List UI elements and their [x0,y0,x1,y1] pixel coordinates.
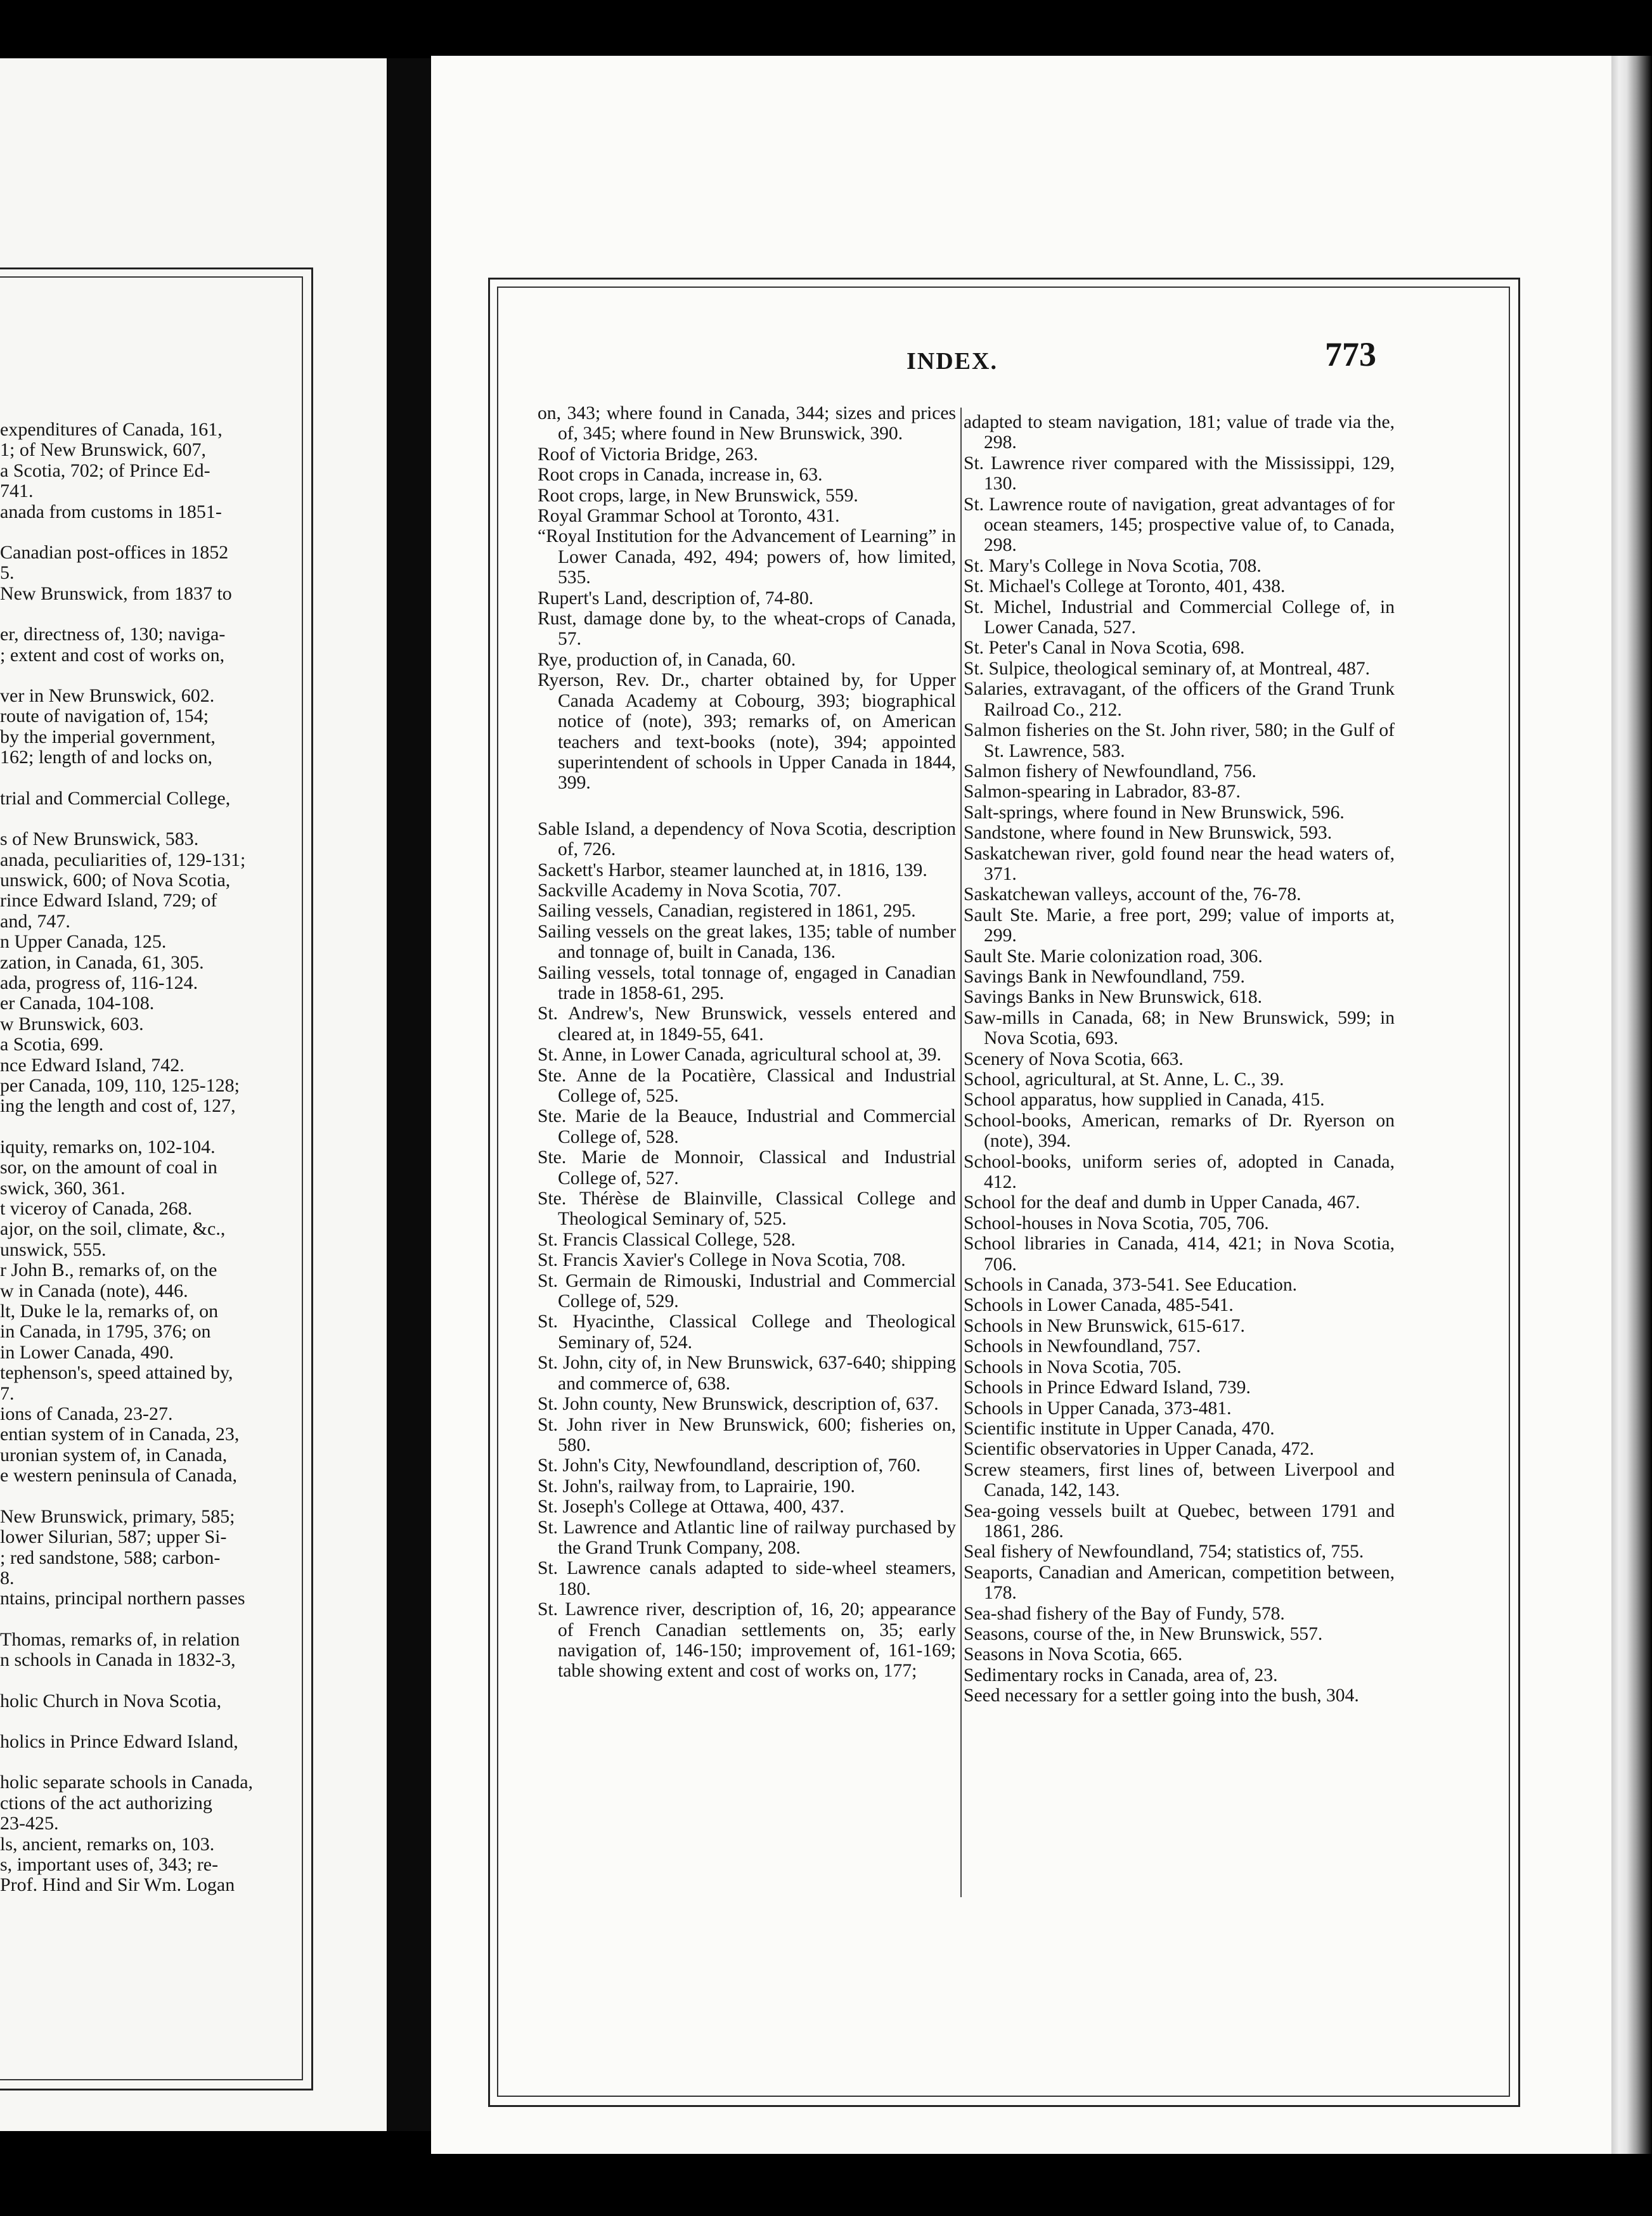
index-entry: ls, ancient, remarks on, 103. [0,1833,215,1855]
index-entry: ctions of the act authorizing [0,1792,212,1813]
index-entry: St. Mary's College in Nova Scotia, 708. [964,555,1262,576]
index-entry: Sea-shad fishery of the Bay of Fundy, 578. [964,1603,1285,1624]
index-entry: St. Peter's Canal in Nova Scotia, 698. [964,638,1245,659]
index-entry: 8. [0,1567,15,1588]
index-entry: lt, Duke le la, remarks of, on [0,1301,219,1322]
index-entry: lower Silurian, 587; upper Si- [0,1526,227,1548]
index-entry: St. Anne, in Lower Canada, agricultural school at, 39. [538,1045,941,1066]
index-entry: Savings Bank in Newfoundland, 759. [964,966,1245,987]
index-entry: on, 343; where found in Canada, 344; sizes and prices of, 345; where found in New Brunswick, 390. [538,403,956,444]
index-entry: Schools in New Brunswick, 615-617. [964,1315,1245,1336]
index-entry [0,604,303,624]
index-entry: swick, 360, 361. [0,1177,126,1199]
index-entry: Ste. Marie de la Beauce, Industrial and Commercial College of, 528. [538,1106,956,1147]
index-entry: Scenery of Nova Scotia, 663. [964,1048,1184,1069]
index-entry: School apparatus, how supplied in Canada, 415. [964,1090,1325,1111]
index-entry: holics in Prince Edward Island, [0,1730,238,1752]
index-entry: Root crops in Canada, increase in, 63. [538,465,823,486]
index-entry: Saskatchewan river, gold found near the head waters of, 371. [964,843,1395,884]
index-entry: School libraries in Canada, 414, 421; in Nova Scotia, 706. [964,1234,1395,1275]
index-entry: trial and Commercial College, [0,787,231,809]
index-entry: Scientific institute in Upper Canada, 470. [964,1418,1275,1439]
index-entry [538,794,956,819]
index-entry: uronian system of, in Canada, [0,1444,228,1466]
index-entry: ; red sandstone, 588; carbon- [0,1547,221,1568]
index-entry [0,809,303,829]
index-entry: Scientific observatories in Upper Canada, 472. [964,1439,1315,1460]
left-page [0,58,387,2131]
page-edge-shadow [1611,56,1652,2154]
index-entry: Sandstone, where found in New Brunswick, 593. [964,823,1333,844]
book-gutter [387,58,431,2131]
index-entry: St. Michel, Industrial and Commercial College of, in Lower Canada, 527. [964,596,1395,638]
index-entry: Salmon-spearing in Labrador, 83-87. [964,782,1241,802]
index-entry: St. John's City, Newfoundland, description of, 760. [538,1455,921,1476]
index-entry [0,666,303,686]
index-entry: Sailing vessels on the great lakes, 135; table of number and tonnage of, built in Canada, 136. [538,921,956,963]
running-title: INDEX. [907,348,998,375]
index-entry: ver in New Brunswick, 602. [0,685,215,707]
index-entry: Seaports, Canadian and American, competition between, 178. [964,1562,1395,1604]
index-entry: St. Sulpice, theological seminary of, at Montreal, 487. [964,658,1371,679]
index-entry [0,1117,303,1137]
index-entry: ions of Canada, 23-27. [0,1403,173,1425]
index-entry: Root crops, large, in New Brunswick, 559. [538,485,858,506]
index-entry: iquity, remarks on, 102-104. [0,1136,216,1157]
index-entry: 23-425. [0,1813,59,1834]
index-entry: St. Andrew's, New Brunswick, vessels entered and cleared at, in 1849-55, 641. [538,1003,956,1045]
index-entry: Sea-going vessels built at Quebec, between 1791 and 1861, 286. [964,1500,1395,1542]
index-entry: St. Lawrence river compared with the Mississippi, 129, 130. [964,453,1395,494]
index-column-right [964,412,1395,1706]
index-entry: Seasons in Nova Scotia, 665. [964,1644,1183,1665]
index-entry: St. Francis Classical College, 528. [538,1229,796,1250]
index-entry: Screw steamers, first lines of, between Liverpool and Canada, 142, 143. [964,1459,1395,1501]
index-entry: Sable Island, a dependency of Nova Scotia, description of, 726. [538,818,956,860]
index-entry: w Brunswick, 603. [0,1013,144,1034]
index-entry: Sault Ste. Marie colonization road, 306. [964,946,1263,967]
index-entry: expenditures of Canada, 161, [0,419,223,440]
index-entry: St. Michael's College at Toronto, 401, 438. [964,576,1286,597]
index-entry: New Brunswick, primary, 585; [0,1505,235,1527]
index-entry: er Canada, 104-108. [0,993,155,1014]
index-entry: s of New Brunswick, 583. [0,828,199,850]
index-entry: Ste. Anne de la Pocatière, Classical and Industrial College of, 525. [538,1065,956,1106]
index-entry: “Royal Institution for the Advancement of Learning” in Lower Canada, 492, 494; powers of, how limited, 535. [538,526,956,588]
index-entry: Rupert's Land, description of, 74-80. [538,588,814,609]
column-divider [960,408,962,1897]
index-entry: ; extent and cost of works on, [0,644,225,666]
index-entry: Ste. Thérèse de Blainville, Classical College and Theological Seminary of, 525. [538,1189,956,1230]
index-entry: Saskatchewan valleys, account of the, 76-78. [964,884,1301,905]
index-entry: Schools in Prince Edward Island, 739. [964,1377,1251,1398]
index-entry: entian system of in Canada, 23, [0,1424,240,1445]
index-entry: 162; length of and locks on, [0,747,212,768]
index-entry: Schools in Lower Canada, 485-541. [964,1295,1234,1316]
index-entry: St. Hyacinthe, Classical College and Theological Seminary of, 524. [538,1311,956,1353]
index-entry: Sackett's Harbor, steamer launched at, in 1816, 139. [538,860,927,880]
index-entry: nce Edward Island, 742. [0,1054,184,1076]
index-entry: School-books, uniform series of, adopted in Canada, 412. [964,1151,1395,1193]
index-entry: anada from customs in 1851- [0,501,222,522]
index-entry: Ste. Marie de Monnoir, Classical and Industrial College of, 527. [538,1147,956,1189]
index-entry [0,768,303,789]
index-entry: Sailing vessels, Canadian, registered in 1861, 295. [538,901,916,922]
index-entry: St. John, city of, in New Brunswick, 637-640; shipping and commerce of, 638. [538,1353,956,1394]
index-entry: s, important uses of, 343; re- [0,1853,219,1875]
index-entry: 5. [0,562,15,584]
index-entry: Sault Ste. Marie, a free port, 299; value of imports at, 299. [964,905,1395,946]
index-entry: n schools in Canada in 1832-3, [0,1649,236,1671]
index-entry: St. Lawrence river, description of, 16, 20; appearance of French Canadian settlements on, 35; early navigation of, 146-150; improvement of, 161-169; table showing extent and cost of works on, 177; [538,1599,956,1682]
index-entry: by the imperial government, [0,726,216,747]
index-entry: 7. [0,1382,15,1404]
right-page [431,56,1611,2154]
index-entry: ntains, principal northern passes [0,1588,245,1609]
index-entry: ada, progress of, 116-124. [0,972,198,993]
page-number: 773 [1325,335,1376,373]
index-entry: Schools in Upper Canada, 373-481. [964,1398,1232,1419]
index-entry: New Brunswick, from 1837 to [0,583,232,604]
index-entry: St. John county, New Brunswick, description of, 637. [538,1394,939,1415]
index-entry: 1; of New Brunswick, 607, [0,439,206,461]
index-entry: 741. [0,480,34,502]
index-entry [0,1711,303,1732]
index-entry: Sedimentary rocks in Canada, area of, 23. [964,1665,1278,1685]
index-entry: Thomas, remarks of, in relation [0,1628,240,1650]
index-entry: School-books, American, remarks of Dr. Ryerson on (note), 394. [964,1110,1395,1152]
index-entry: Rye, production of, in Canada, 60. [538,649,796,670]
index-entry: and, 747. [0,910,70,932]
index-entry: w in Canada (note), 446. [0,1280,188,1301]
index-entry: n Upper Canada, 125. [0,931,167,953]
index-entry: zation, in Canada, 61, 305. [0,951,204,973]
index-entry [0,1671,303,1691]
index-entry: Salt-springs, where found in New Brunswick, 596. [964,802,1345,823]
index-entry: School, agricultural, at St. Anne, L. C., 39. [964,1069,1284,1090]
index-entry: tephenson's, speed attained by, [0,1362,233,1384]
index-entry [0,1486,303,1507]
index-entry [0,522,303,543]
index-entry: Saw-mills in Canada, 68; in New Brunswick, 599; in Nova Scotia, 693. [964,1007,1395,1049]
index-entry: unswick, 600; of Nova Scotia, [0,869,231,891]
index-entry: e western peninsula of Canada, [0,1465,238,1486]
index-entry: holic separate schools in Canada, [0,1772,254,1793]
index-entry: St. John's, railway from, to Laprairie, 190. [538,1476,855,1497]
index-entry: Sackville Academy in Nova Scotia, 707. [538,880,842,901]
index-entry: a Scotia, 702; of Prince Ed- [0,460,210,481]
index-entry: St. Germain de Rimouski, Industrial and Commercial College of, 529. [538,1270,956,1312]
index-entry: Schools in Canada, 373-541. See Education. [964,1275,1298,1296]
index-entry: Seasons, course of the, in New Brunswick, 557. [964,1623,1323,1644]
index-entry: Seal fishery of Newfoundland, 754; statistics of, 755. [964,1542,1364,1562]
index-entry: a Scotia, 699. [0,1034,104,1055]
index-entry: Salmon fishery of Newfoundland, 756. [964,761,1256,782]
index-entry: unswick, 555. [0,1239,106,1260]
index-entry: rince Edward Island, 729; of [0,890,217,912]
index-entry: in Lower Canada, 490. [0,1341,174,1363]
index-entry: Salmon fisheries on the St. John river, 580; in the Gulf of St. Lawrence, 583. [964,720,1395,761]
index-entry: Prof. Hind and Sir Wm. Logan [0,1874,235,1896]
index-entry: t viceroy of Canada, 268. [0,1198,193,1219]
index-entry: St. Lawrence and Atlantic line of railway purchased by the Grand Trunk Company, 208. [538,1517,956,1558]
index-entry: Sailing vessels, total tonnage of, engaged in Canadian trade in 1858-61, 295. [538,962,956,1003]
index-entry: Ryerson, Rev. Dr., charter obtained by, for Upper Canada Academy at Cobourg, 393; biographical notice of (note), 393; remarks of, on American teachers and text-books (note), 394; appointed superintendent of schools in Upper Canada in 1844, 399. [538,670,956,794]
index-entry: St. Francis Xavier's College in Nova Scotia, 708. [538,1250,906,1271]
index-entry: School for the deaf and dumb in Upper Canada, 467. [964,1192,1360,1213]
index-entry: Royal Grammar School at Toronto, 431. [538,506,840,527]
index-entry: sor, on the amount of coal in [0,1157,217,1178]
index-entry: Rust, damage done by, to the wheat-crops of Canada, 57. [538,609,956,650]
index-entry: Salaries, extravagant, of the officers of the Grand Trunk Railroad Co., 212. [964,679,1395,720]
index-entry: ing the length and cost of, 127, [0,1095,236,1117]
index-entry: Savings Banks in New Brunswick, 618. [964,987,1263,1008]
index-entry: St. John river in New Brunswick, 600; fisheries on, 580. [538,1414,956,1455]
index-entry: School-houses in Nova Scotia, 705, 706. [964,1213,1269,1234]
index-entry: per Canada, 109, 110, 125-128; [0,1074,240,1096]
index-entry: anada, peculiarities of, 129-131; [0,849,246,870]
index-entry [0,1752,303,1772]
index-entry: Seed necessary for a settler going into the bush, 304. [964,1685,1359,1706]
index-entry: route of navigation of, 154; [0,705,209,727]
index-entry: St. Joseph's College at Ottawa, 400, 437. [538,1497,844,1517]
index-entry: St. Lawrence canals adapted to side-wheel steamers, 180. [538,1558,956,1599]
index-entry: Schools in Newfoundland, 757. [964,1336,1201,1357]
index-column-left [538,403,956,1682]
index-entry: adapted to steam navigation, 181; value of trade via the, 298. [964,412,1395,453]
index-entry: holic Church in Nova Scotia, [0,1690,222,1711]
index-entry: er, directness of, 130; naviga- [0,624,226,645]
index-entry: r John B., remarks of, on the [0,1259,217,1281]
index-entry: St. Lawrence route of navigation, great advantages of for ocean steamers, 145; prospective value of, to Canada, 298. [964,494,1395,556]
index-entry: Roof of Victoria Bridge, 263. [538,444,758,465]
left-page-text-column [0,420,303,1896]
index-entry: Schools in Nova Scotia, 705. [964,1356,1182,1377]
index-entry: in Canada, in 1795, 376; on [0,1321,211,1343]
index-entry [0,1609,303,1630]
index-entry: Canadian post-offices in 1852 [0,542,229,564]
index-entry: ajor, on the soil, climate, &c., [0,1218,226,1240]
